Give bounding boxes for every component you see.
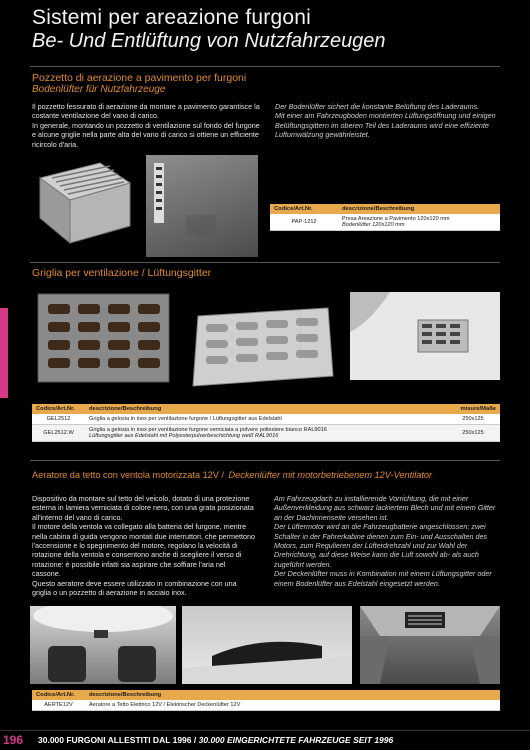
footer-divider [0, 730, 530, 731]
page-number: 196 [3, 733, 24, 747]
desc-de: Bodenlüfter 120x120 mm [342, 222, 405, 228]
product-code: GEL2512.W [32, 425, 85, 442]
col-code-header: Codice/Art.Nr. [32, 404, 85, 414]
divider [30, 460, 500, 461]
product-size: 250x125 [446, 425, 500, 442]
col-desc-header: descrizione/Beschreibung [338, 204, 500, 214]
grille-photo-stainless [36, 292, 171, 384]
section1-title-it: Pozzetto di aerazione a pavimento per furgoni [32, 72, 247, 84]
section2-table [32, 404, 500, 442]
product-code: GEL2512 [32, 414, 85, 425]
col-desc-header: descrizione/Beschreibung [85, 404, 446, 414]
section3-title [32, 465, 432, 483]
section3-text-de: Am Fahrzeugdach zu installierende Vorrichtung, die mit einer Außenverkleidung aus schwarz lackiertem Blech und mit einem Gitter an der Dachinnenseite versehen ist. Der Lüftermotor wird an die Fahrzeugbatterie angeschlossen; zwei Schalter in der Fahrerkabine dienen zum Ein- und Ausschalten des Motors, zum Regulieren der Lüfterdrehzahl und zur Wahl der Drehrichtung, auf diese Weise kann die Luft sowohl ab- als auch zugeführt werden. Der Deckenlüfter muss in Kombination mit einem Lüftungsgitter oder einem Bodenlüfter aus Edelstahl eingesetzt werden. [274, 494, 496, 588]
col-desc-header: descrizione/Beschreibung [85, 690, 500, 700]
product-desc: Aeratore a Tetto Elettrico 12V / Elektrischer Deckenlüfter 12V [85, 700, 500, 711]
section1-text-de: Der Bodenlüfter sichert die konstante Belüftung des Laderaums. Mit einer am Fahrzeugboden montierten Lüftungsöffnung und einigen Belüftungsgittern im oberen Teil des Laderaums wird eine effiziente Luftumwälzung gewährleistet. [275, 102, 496, 140]
van-wall-grille-photo [350, 292, 500, 380]
product-size: 250x125 [446, 414, 500, 425]
desc-it: Presa Areazione a Pavimento 120x120 mm [342, 216, 450, 222]
desc-de: Lüftungsgitter aus Edelstahl mit Polyesterpulverbeschichtung weiß RAL9016 [89, 433, 279, 439]
van-floor-photo [146, 155, 258, 257]
product-code: PAP-1212 [270, 214, 338, 231]
footer-text-de: 30.000 EINGERICHTETE FAHRZEUGE SEIT 1996 [198, 735, 394, 745]
col-size-header: misure/Maße [446, 404, 500, 414]
col-code-header: Codice/Art.Nr. [270, 204, 338, 214]
table-row [270, 214, 500, 231]
table-row [32, 425, 500, 442]
floor-vent-photo [30, 158, 140, 248]
section3-text-it: Dispositivo da montare sul tetto del veicolo, dotato di una protezione esterna in lamiera verniciata di colore nero, con una grata posizionata all'interno del vano di carico. Il motore della ventola va collegato alla batteria del furgone, mentre nella cabina di guida vengono montati due interruttori, che permettono l'accensione e lo spegnimento del motore, regolano la velocità di rotazione della ventola e consentono anche di scegliere il verso di rotazione: è possibile infatti sia aspirare che soffiare l'aria nel cassone. Questo aeratore deve essere utilizzato in combinazione con una griglia o un pozzetto di aerazione in acciaio inox. [32, 494, 255, 598]
section2-title: Griglia per ventilazione / Lüftungsgitter [32, 267, 212, 279]
divider [30, 262, 500, 263]
table-row [32, 700, 500, 711]
van-cabin-photo [30, 606, 176, 684]
grille-photo-white [188, 306, 338, 388]
product-desc [85, 425, 446, 442]
page-title-it: Sistemi per areazione furgoni [32, 6, 311, 29]
footer-text-it: 30.000 FURGONI ALLESTITI DAL 1996 / [38, 735, 197, 745]
divider [30, 66, 500, 67]
table-row [32, 414, 500, 425]
desc-it: Griglia a gelosia in inox per ventilazione furgone verniciata a polvere poliestere bianco RAL9016 [89, 427, 327, 433]
section1-title-de: Bodenlüfter für Nutzfahrzeuge [32, 84, 166, 95]
section1-table [270, 204, 500, 231]
section3-table [32, 690, 500, 711]
product-desc [338, 214, 500, 231]
footer-slogan [38, 735, 393, 745]
product-code: AERTE12V [32, 700, 85, 711]
page-title-de: Be- Und Entlüftung von Nutzfahrzeugen [32, 30, 386, 52]
section3-title-de: Deckenlüfter mit motorbetriebenem 12V-Ventilator [228, 470, 433, 480]
col-code-header: Codice/Art.Nr. [32, 690, 85, 700]
product-desc: Griglia a gelosia in inox per ventilazione furgone / Lüftungsgitter aus Edelstahl [85, 414, 446, 425]
van-interior-vent-photo [360, 606, 500, 684]
section3-title-it: Aeratore da tetto con ventola motorizzata 12V / [32, 470, 225, 480]
section1-text-it: Il pozzetto fessurato di aerazione da montare a pavimento garantisce la costante ventilazione del vano di carico. In generale, montando un pozzetto di ventilazione sul fondo del furgone e alcune griglie nella parte alta del vano di carico si ottiene un efficiente ricircolo d'aria. [32, 102, 260, 149]
side-tab [0, 308, 8, 398]
roof-vent-photo [182, 606, 352, 684]
